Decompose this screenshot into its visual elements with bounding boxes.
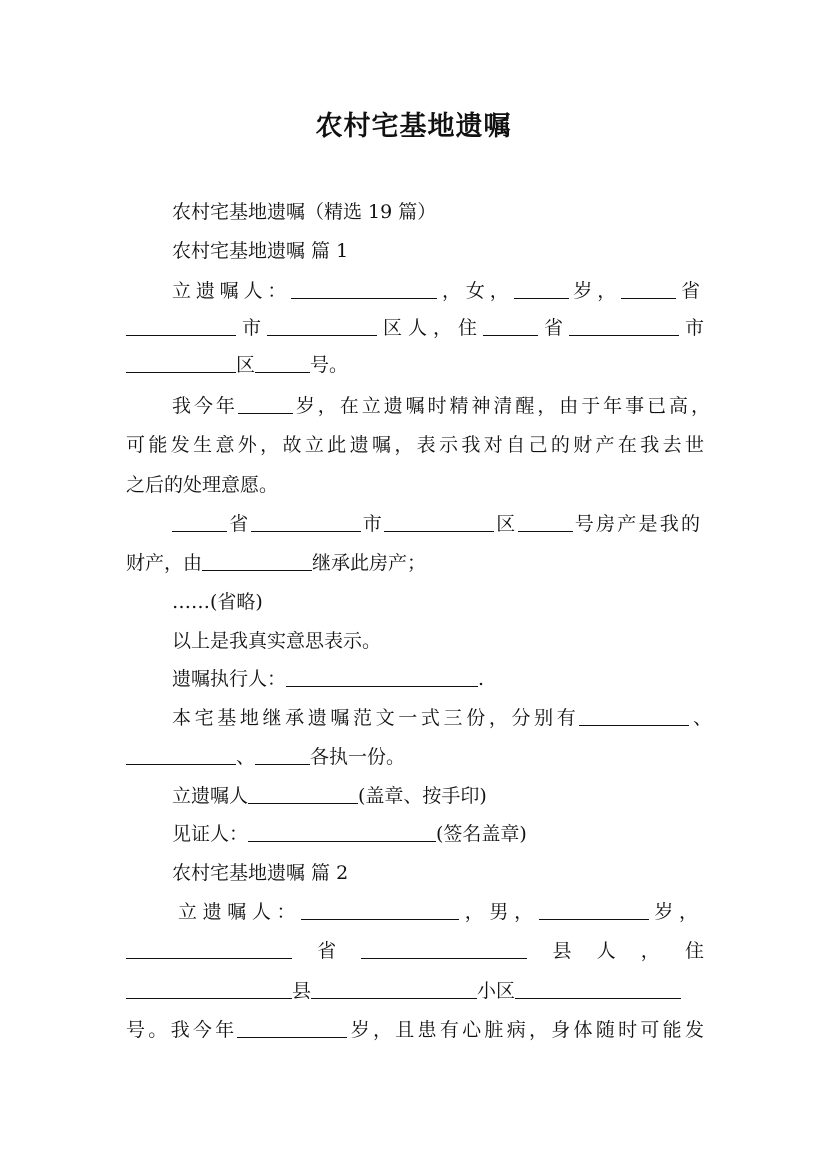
blank-district[interactable] — [267, 316, 377, 336]
label: 县 — [527, 940, 597, 962]
label: ……(省略) — [172, 591, 263, 613]
blank-age[interactable] — [514, 279, 569, 299]
copies-line-2 — [126, 744, 704, 770]
label: 立遗嘱人： — [178, 901, 302, 923]
label: 岁，且患有心脏病，身体随时可能发 — [347, 1019, 704, 1041]
section-heading-2-text: 农村宅基地遗嘱 篇 2 — [172, 862, 349, 884]
label: ， — [640, 940, 685, 962]
label: 立遗嘱人 — [172, 785, 249, 807]
label: 小区 — [477, 980, 516, 1002]
label: 省 — [292, 940, 362, 962]
testator2-line-1 — [178, 899, 698, 925]
blank-community[interactable] — [311, 979, 477, 999]
testator-line-3 — [126, 352, 704, 378]
blank-age[interactable] — [238, 394, 293, 414]
copies-line-1 — [172, 705, 712, 731]
label: (盖章、按手印) — [358, 785, 487, 807]
blank-age[interactable] — [539, 900, 649, 920]
label: 、 — [689, 707, 712, 729]
property-line-1 — [172, 511, 700, 537]
label: 省 — [227, 513, 251, 535]
blank-name[interactable] — [291, 279, 437, 299]
testator2-line-2 — [126, 938, 704, 964]
label: 财产，由 — [126, 552, 203, 574]
label: 区人，住 — [377, 317, 483, 339]
testator-line-1 — [172, 278, 700, 304]
label: 市 — [678, 317, 704, 339]
label: 人 — [596, 940, 641, 962]
blank-county[interactable] — [126, 979, 292, 999]
blank-province[interactable] — [483, 316, 538, 336]
blank-city[interactable] — [251, 512, 361, 532]
witness-line — [172, 821, 750, 847]
para-1-line-2 — [126, 432, 704, 458]
label: 市 — [236, 317, 267, 339]
label: 本宅基地继承遗嘱范文一式三份，分别有 — [172, 707, 580, 729]
blank-province[interactable] — [172, 512, 227, 532]
label: 号。 — [310, 354, 349, 376]
blank-number[interactable] — [518, 512, 573, 532]
label: (签名盖章) — [436, 823, 527, 845]
section-heading-2 — [172, 860, 750, 886]
label: 继承此房产； — [312, 552, 427, 574]
label: 见证人： — [172, 823, 249, 845]
label: 号。我今年 — [126, 1019, 238, 1041]
label: 我今年 — [172, 395, 238, 417]
blank-name[interactable] — [301, 900, 459, 920]
label: 各执一份。 — [310, 746, 406, 768]
testator-line-2 — [126, 315, 704, 341]
label: . — [478, 668, 485, 690]
label: ，女， — [437, 280, 514, 302]
label: 市 — [360, 513, 384, 535]
blank-district[interactable] — [126, 353, 236, 373]
blank-signature[interactable] — [248, 784, 358, 804]
page-title: 农村宅基地遗嘱 — [315, 111, 512, 142]
para-1-line-1 — [172, 393, 710, 419]
label: 住 — [684, 940, 704, 962]
label: 区 — [494, 513, 518, 535]
subtitle: 农村宅基地遗嘱（精选 19 篇） — [172, 201, 437, 223]
blank-county[interactable] — [361, 939, 527, 959]
label: 省 — [676, 280, 700, 302]
blank-number[interactable] — [515, 979, 681, 999]
blank-province[interactable] — [621, 279, 676, 299]
true-intent-line — [172, 628, 750, 654]
blank-holder-1[interactable] — [579, 706, 689, 726]
label: 立遗嘱人： — [172, 280, 292, 302]
label: 、 — [236, 746, 256, 768]
section-heading-1-text: 农村宅基地遗嘱 篇 1 — [172, 240, 349, 262]
label: 区 — [236, 354, 256, 376]
blank-witness[interactable] — [248, 822, 436, 842]
blank-holder-2[interactable] — [126, 745, 236, 765]
blank-holder-3[interactable] — [255, 745, 310, 765]
label: 岁， — [568, 280, 622, 302]
blank-district[interactable] — [384, 512, 494, 532]
label: 县 — [292, 980, 312, 1002]
blank-age[interactable] — [237, 1018, 347, 1038]
property-line-2 — [126, 550, 704, 576]
blank-city[interactable] — [569, 316, 679, 336]
subtitle-line — [172, 199, 750, 225]
blank-heir[interactable] — [202, 551, 312, 571]
section-heading-1 — [172, 238, 750, 264]
label: 岁，在立遗嘱时精神清醒，由于年事已高， — [292, 395, 710, 417]
executor-line — [172, 666, 750, 692]
label: 岁， — [648, 901, 698, 923]
blank-province[interactable] — [126, 939, 292, 959]
para-1-line-3 — [126, 472, 704, 498]
label: 省 — [537, 317, 569, 339]
omitted-line — [172, 589, 750, 615]
label: 之后的处理意愿。 — [126, 474, 279, 496]
label: 可能发生意外，故立此遗嘱，表示我对自己的财产在我去世 — [126, 434, 704, 456]
label: 遗嘱执行人： — [172, 668, 287, 690]
label: 号房产是我的 — [572, 513, 700, 535]
blank-city[interactable] — [126, 316, 236, 336]
testator2-line-4 — [126, 1017, 704, 1043]
label: 以上是我真实意思表示。 — [172, 630, 382, 652]
signature-line — [172, 783, 750, 809]
blank-number[interactable] — [255, 353, 310, 373]
label: ，男， — [459, 901, 539, 923]
testator2-line-3 — [126, 978, 704, 1004]
blank-executor[interactable] — [286, 667, 478, 687]
